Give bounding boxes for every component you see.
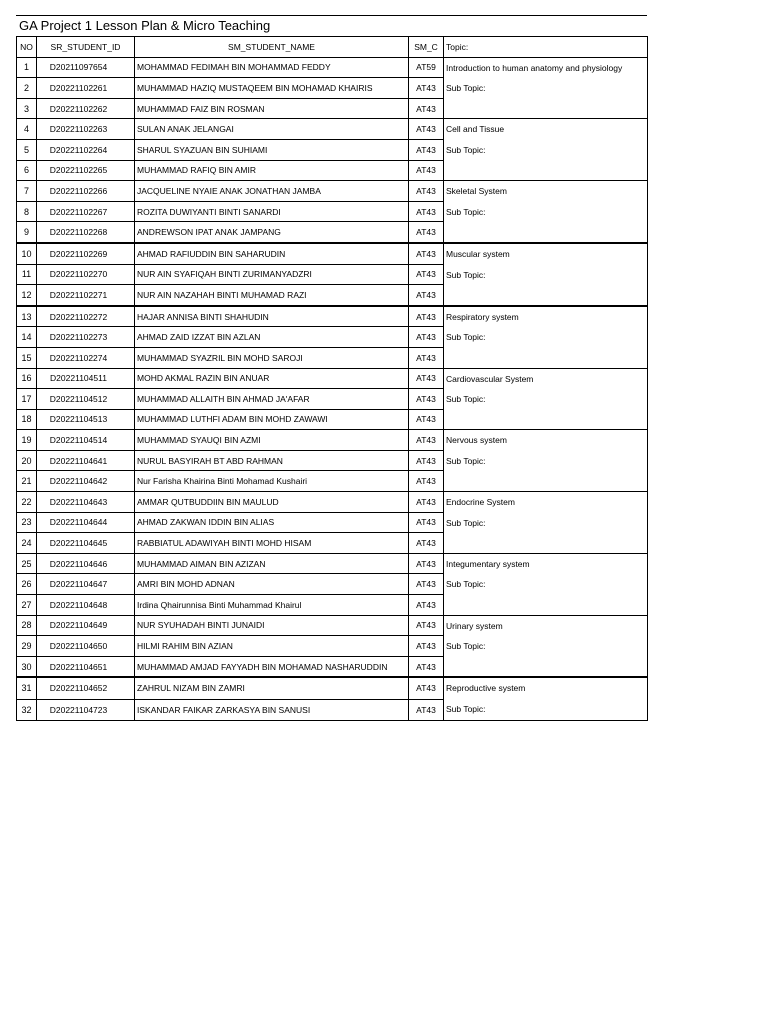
row-number: 31 xyxy=(17,677,37,699)
student-name: SULAN ANAK JELANGAI xyxy=(135,119,409,140)
row-number: 13 xyxy=(17,306,37,327)
spreadsheet xyxy=(16,15,647,721)
student-id: D20221104513 xyxy=(37,409,135,430)
student-name: NUR AIN SYAFIQAH BINTI ZURIMANYADZRI xyxy=(135,264,409,285)
row-number: 7 xyxy=(17,181,37,202)
topic-title: Muscular system xyxy=(446,248,510,259)
table-row xyxy=(17,181,648,202)
student-id: D20221102271 xyxy=(37,285,135,306)
row-number: 14 xyxy=(17,327,37,348)
title-row xyxy=(16,15,647,36)
student-id: D20221102265 xyxy=(37,160,135,181)
course-code: AT43 xyxy=(409,656,444,677)
student-name: MUHAMMAD HAZIQ MUSTAQEEM BIN MOHAMAD KHAIRIS xyxy=(135,78,409,99)
student-name: SHARUL SYAZUAN BIN SUHIAMI xyxy=(135,139,409,160)
row-number: 18 xyxy=(17,409,37,430)
student-id: D20221102261 xyxy=(37,78,135,99)
student-name: ISKANDAR FAIKAR ZARKASYA BIN SANUSI xyxy=(135,699,409,720)
row-number: 5 xyxy=(17,139,37,160)
student-id: D20221104723 xyxy=(37,699,135,720)
sub-topic-label: Sub Topic: xyxy=(446,579,486,590)
course-code: AT43 xyxy=(409,98,444,119)
sub-topic-label: Sub Topic: xyxy=(446,332,486,343)
row-number: 26 xyxy=(17,574,37,595)
row-number: 15 xyxy=(17,347,37,368)
table-row xyxy=(17,57,648,78)
sub-topic-label: Sub Topic: xyxy=(446,83,486,94)
table-row xyxy=(17,553,648,574)
course-code: AT43 xyxy=(409,699,444,720)
student-id: D20221104642 xyxy=(37,471,135,492)
course-code: AT43 xyxy=(409,409,444,430)
student-id: D20221102272 xyxy=(37,306,135,327)
student-id: D20221104651 xyxy=(37,656,135,677)
row-number: 9 xyxy=(17,222,37,243)
course-code: AT43 xyxy=(409,222,444,243)
row-number: 1 xyxy=(17,57,37,78)
course-code: AT43 xyxy=(409,492,444,513)
student-name: ANDREWSON IPAT ANAK JAMPANG xyxy=(135,222,409,243)
course-code: AT43 xyxy=(409,78,444,99)
topic-cell xyxy=(444,492,648,554)
student-name: NURUL BASYIRAH BT ABD RAHMAN xyxy=(135,450,409,471)
student-id: D20221102263 xyxy=(37,119,135,140)
row-number: 17 xyxy=(17,389,37,410)
student-id: D20221104643 xyxy=(37,492,135,513)
row-number: 22 xyxy=(17,492,37,513)
topic-cell xyxy=(444,553,648,615)
student-name: MUHAMMAD AIMAN BIN AZIZAN xyxy=(135,553,409,574)
topic-cell xyxy=(444,57,648,119)
sub-topic-label: Sub Topic: xyxy=(446,517,486,528)
course-code: AT43 xyxy=(409,243,444,264)
student-id: D20221104646 xyxy=(37,553,135,574)
student-id: D20221102262 xyxy=(37,98,135,119)
course-code: AT43 xyxy=(409,636,444,657)
student-id: D20211097654 xyxy=(37,57,135,78)
course-code: AT43 xyxy=(409,306,444,327)
course-code: AT43 xyxy=(409,512,444,533)
row-number: 11 xyxy=(17,264,37,285)
student-name: RABBIATUL ADAWIYAH BINTI MOHD HISAM xyxy=(135,533,409,554)
row-number: 28 xyxy=(17,615,37,636)
student-name: Irdina Qhairunnisa Binti Muhammad Khairul xyxy=(135,595,409,616)
student-name: MUHAMMAD RAFIQ BIN AMIR xyxy=(135,160,409,181)
header-student-id: SR_STUDENT_ID xyxy=(37,37,135,58)
student-name: MOHAMMAD FEDIMAH BIN MOHAMMAD FEDDY xyxy=(135,57,409,78)
topic-title: Urinary system xyxy=(446,620,503,631)
course-code: AT43 xyxy=(409,160,444,181)
table-row xyxy=(17,243,648,264)
sub-topic-label: Sub Topic: xyxy=(446,144,486,155)
row-number: 16 xyxy=(17,368,37,389)
table-row xyxy=(17,677,648,699)
course-code: AT43 xyxy=(409,677,444,699)
student-name: AHMAD RAFIUDDIN BIN SAHARUDIN xyxy=(135,243,409,264)
student-table xyxy=(16,36,648,721)
student-id: D20221104648 xyxy=(37,595,135,616)
row-number: 23 xyxy=(17,512,37,533)
student-name: HAJAR ANNISA BINTI SHAHUDIN xyxy=(135,306,409,327)
row-number: 6 xyxy=(17,160,37,181)
topic-title: Cardiovascular System xyxy=(446,373,534,384)
course-code: AT43 xyxy=(409,615,444,636)
row-number: 25 xyxy=(17,553,37,574)
topic-cell xyxy=(444,119,648,181)
sub-topic-label: Sub Topic: xyxy=(446,641,486,652)
student-id: D20221104511 xyxy=(37,368,135,389)
course-code: AT43 xyxy=(409,347,444,368)
student-name: HILMI RAHIM BIN AZIAN xyxy=(135,636,409,657)
student-name: NUR SYUHADAH BINTI JUNAIDI xyxy=(135,615,409,636)
student-id: D20221104645 xyxy=(37,533,135,554)
row-number: 12 xyxy=(17,285,37,306)
student-id: D20221102264 xyxy=(37,139,135,160)
course-code: AT43 xyxy=(409,264,444,285)
topic-title: Nervous system xyxy=(446,435,507,446)
student-id: D20221104647 xyxy=(37,574,135,595)
header-row xyxy=(17,37,648,58)
table-body xyxy=(17,37,648,721)
course-code: AT43 xyxy=(409,553,444,574)
row-number: 8 xyxy=(17,201,37,222)
course-code: AT43 xyxy=(409,139,444,160)
topic-cell xyxy=(444,243,648,306)
topic-title: Cell and Tissue xyxy=(446,124,505,135)
student-name: ROZITA DUWIYANTI BINTI SANARDI xyxy=(135,201,409,222)
row-number: 2 xyxy=(17,78,37,99)
topic-cell xyxy=(444,306,648,368)
student-id: D20221102273 xyxy=(37,327,135,348)
table-row xyxy=(17,306,648,327)
student-name: MUHAMMAD LUTHFI ADAM BIN MOHD ZAWAWI xyxy=(135,409,409,430)
row-number: 21 xyxy=(17,471,37,492)
student-id: D20221102269 xyxy=(37,243,135,264)
sub-topic-label: Sub Topic: xyxy=(446,704,486,714)
student-id: D20221102267 xyxy=(37,201,135,222)
sub-topic-label: Sub Topic: xyxy=(446,206,486,217)
student-id: D20221104512 xyxy=(37,389,135,410)
topic-cell xyxy=(444,430,648,492)
topic-title: Skeletal System xyxy=(446,186,507,197)
student-id: D20221104649 xyxy=(37,615,135,636)
student-id: D20221104644 xyxy=(37,512,135,533)
topic-cell xyxy=(444,615,648,677)
course-code: AT43 xyxy=(409,285,444,306)
course-code: AT43 xyxy=(409,430,444,451)
course-code: AT43 xyxy=(409,119,444,140)
course-code: AT43 xyxy=(409,595,444,616)
row-number: 29 xyxy=(17,636,37,657)
topic-cell xyxy=(444,181,648,243)
sub-topic-label: Sub Topic: xyxy=(446,269,486,280)
course-code: AT59 xyxy=(409,57,444,78)
topic-cell xyxy=(444,368,648,430)
table-row xyxy=(17,430,648,451)
row-number: 20 xyxy=(17,450,37,471)
student-id: D20221102270 xyxy=(37,264,135,285)
course-code: AT43 xyxy=(409,327,444,348)
student-name: JACQUELINE NYAIE ANAK JONATHAN JAMBA xyxy=(135,181,409,202)
course-code: AT43 xyxy=(409,574,444,595)
row-number: 24 xyxy=(17,533,37,554)
student-id: D20221102266 xyxy=(37,181,135,202)
sub-topic-label: Sub Topic: xyxy=(446,455,486,466)
course-code: AT43 xyxy=(409,201,444,222)
student-name: AHMAD ZAID IZZAT BIN AZLAN xyxy=(135,327,409,348)
table-row xyxy=(17,615,648,636)
student-name: AMRI BIN MOHD ADNAN xyxy=(135,574,409,595)
row-number: 3 xyxy=(17,98,37,119)
table-row xyxy=(17,368,648,389)
course-code: AT43 xyxy=(409,181,444,202)
student-id: D20221102268 xyxy=(37,222,135,243)
student-name: NUR AIN NAZAHAH BINTI MUHAMAD RAZI xyxy=(135,285,409,306)
student-id: D20221104514 xyxy=(37,430,135,451)
page-title: GA Project 1 Lesson Plan & Micro Teaching xyxy=(19,18,271,33)
topic-title: Integumentary system xyxy=(446,558,530,569)
student-name: MUHAMMAD ALLAITH BIN AHMAD JA'AFAR xyxy=(135,389,409,410)
course-code: AT43 xyxy=(409,471,444,492)
student-id: D20221104641 xyxy=(37,450,135,471)
student-name: MUHAMMAD SYAUQI BIN AZMI xyxy=(135,430,409,451)
row-number: 30 xyxy=(17,656,37,677)
header-no: NO xyxy=(17,37,37,58)
student-id: D20221102274 xyxy=(37,347,135,368)
topic-cell xyxy=(444,677,648,720)
student-name: MUHAMMAD SYAZRIL BIN MOHD SAROJI xyxy=(135,347,409,368)
course-code: AT43 xyxy=(409,389,444,410)
course-code: AT43 xyxy=(409,368,444,389)
table-row xyxy=(17,492,648,513)
course-code: AT43 xyxy=(409,450,444,471)
student-id: D20221104650 xyxy=(37,636,135,657)
sub-topic-label: Sub Topic: xyxy=(446,394,486,405)
student-id: D20221104652 xyxy=(37,677,135,699)
header-topic: Topic: xyxy=(444,37,648,58)
header-student-name: SM_STUDENT_NAME xyxy=(135,37,409,58)
student-name: ZAHRUL NIZAM BIN ZAMRI xyxy=(135,677,409,699)
table-row xyxy=(17,119,648,140)
topic-title: Endocrine System xyxy=(446,497,515,508)
header-code: SM_C xyxy=(409,37,444,58)
row-number: 4 xyxy=(17,119,37,140)
row-number: 27 xyxy=(17,595,37,616)
topic-title: Reproductive system xyxy=(446,683,526,694)
topic-title: Introduction to human anatomy and physiology xyxy=(446,62,623,73)
student-name: AHMAD ZAKWAN IDDIN BIN ALIAS xyxy=(135,512,409,533)
student-name: MUHAMMAD FAIZ BIN ROSMAN xyxy=(135,98,409,119)
student-name: MUHAMMAD AMJAD FAYYADH BIN MOHAMAD NASHARUDDIN xyxy=(135,656,409,677)
row-number: 19 xyxy=(17,430,37,451)
student-name: AMMAR QUTBUDDIIN BIN MAULUD xyxy=(135,492,409,513)
topic-title: Respiratory system xyxy=(446,311,519,322)
student-name: Nur Farisha Khairina Binti Mohamad Kushairi xyxy=(135,471,409,492)
row-number: 10 xyxy=(17,243,37,264)
student-name: MOHD AKMAL RAZIN BIN ANUAR xyxy=(135,368,409,389)
row-number: 32 xyxy=(17,699,37,720)
course-code: AT43 xyxy=(409,533,444,554)
